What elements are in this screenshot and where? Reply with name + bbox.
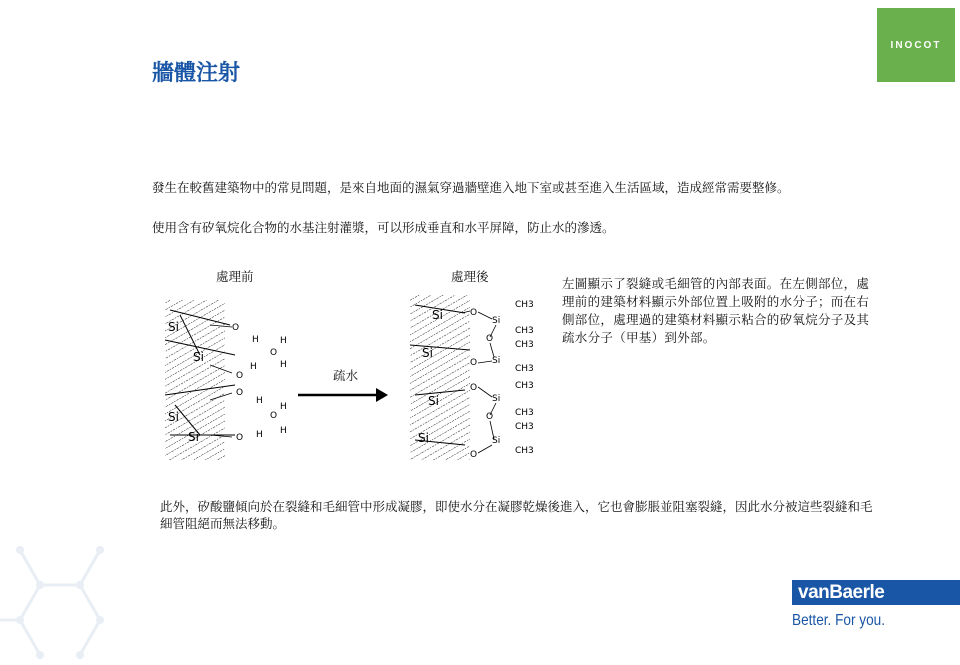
o-atom-11: O <box>486 412 494 422</box>
diagram-explanation: 左圖顯示了裂縫或毛細管的內部表面。在左側部位，處理前的建築材料顯示外部位置上吸附的水分子；而在右側部位，處理過的建築材料顯示粘合的矽氧烷分子及其疏水分子（甲基）到外部。 <box>562 276 870 345</box>
si-atom-3: Si <box>168 410 179 424</box>
o-atom-9: O <box>470 358 478 368</box>
ch3-8: CH3 <box>515 446 534 456</box>
o-atom-7: O <box>470 308 478 318</box>
o-atom-6: O <box>236 433 244 443</box>
o-atom-2: O <box>270 348 278 358</box>
intro-paragraph: 發生在較舊建築物中的常見問題，是來自地面的濕氣穿過牆壁進入地下室或甚至進入生活區域，造成經常需要整修。 <box>152 180 790 195</box>
o-atom-4: O <box>236 388 244 398</box>
hexagon-pattern-decoration <box>0 540 110 665</box>
ch3-2: CH3 <box>515 326 534 336</box>
inocot-logo <box>877 8 955 82</box>
arrow-label: 疏水 <box>333 368 359 383</box>
si-atom-7: Si <box>428 394 439 408</box>
o-atom-12: O <box>470 450 478 460</box>
label-after-treatment: 處理後 <box>451 269 489 284</box>
ch3-3: CH3 <box>515 340 534 350</box>
page-title: 牆體注射 <box>152 61 241 86</box>
ch3-6: CH3 <box>515 408 534 418</box>
ch3-1: CH3 <box>515 300 534 310</box>
inocot-logo-text: INOCOT <box>890 39 942 51</box>
si-atom-2: Si <box>193 350 204 364</box>
si-atom-12: Si <box>492 436 501 446</box>
si-atom-6: Si <box>422 346 433 360</box>
h-atom-4: H <box>250 362 257 372</box>
si-atom-4: Si <box>188 430 199 444</box>
wall-after <box>410 295 534 460</box>
o-atom-1: O <box>232 323 240 333</box>
wall-before <box>165 300 287 460</box>
h-atom-2: H <box>280 336 287 346</box>
o-atom-5: O <box>270 411 278 421</box>
h-atom-1: H <box>252 335 259 345</box>
gel-paragraph: 此外，矽酸鹽傾向於在裂縫和毛細管中形成凝膠，即使水分在凝膠乾燥後進入，它也會膨脹並阻塞裂縫，因此水分被這些裂縫和毛細管阻絕而無法移動。 <box>160 499 873 531</box>
si-atom-1: Si <box>168 320 179 334</box>
ch3-5: CH3 <box>515 381 534 391</box>
h-atom-3: H <box>280 360 287 370</box>
o-atom-10: O <box>470 383 478 393</box>
o-atom-3: O <box>236 371 244 381</box>
h-atom-8: H <box>256 430 263 440</box>
vanbaerle-logo: vanBaerle <box>792 580 960 605</box>
h-atom-7: H <box>280 426 287 436</box>
si-atom-9: Si <box>492 316 501 326</box>
h-atom-5: H <box>256 396 263 406</box>
h-atom-6: H <box>280 402 287 412</box>
o-atom-8: O <box>486 334 494 344</box>
si-atom-10: Si <box>492 356 501 366</box>
hydrophobic-arrow <box>298 388 388 402</box>
ch3-7: CH3 <box>515 422 534 432</box>
label-before-treatment: 處理前 <box>216 269 254 284</box>
si-atom-8: Si <box>418 431 429 445</box>
brand-tagline: Better. For you. <box>792 612 885 629</box>
si-atom-11: Si <box>492 394 501 404</box>
si-atom-5: Si <box>432 308 443 322</box>
ch3-4: CH3 <box>515 364 534 374</box>
method-paragraph: 使用含有矽氧烷化合物的水基注射灌漿，可以形成垂直和水平屏障，防止水的滲透。 <box>152 220 615 235</box>
